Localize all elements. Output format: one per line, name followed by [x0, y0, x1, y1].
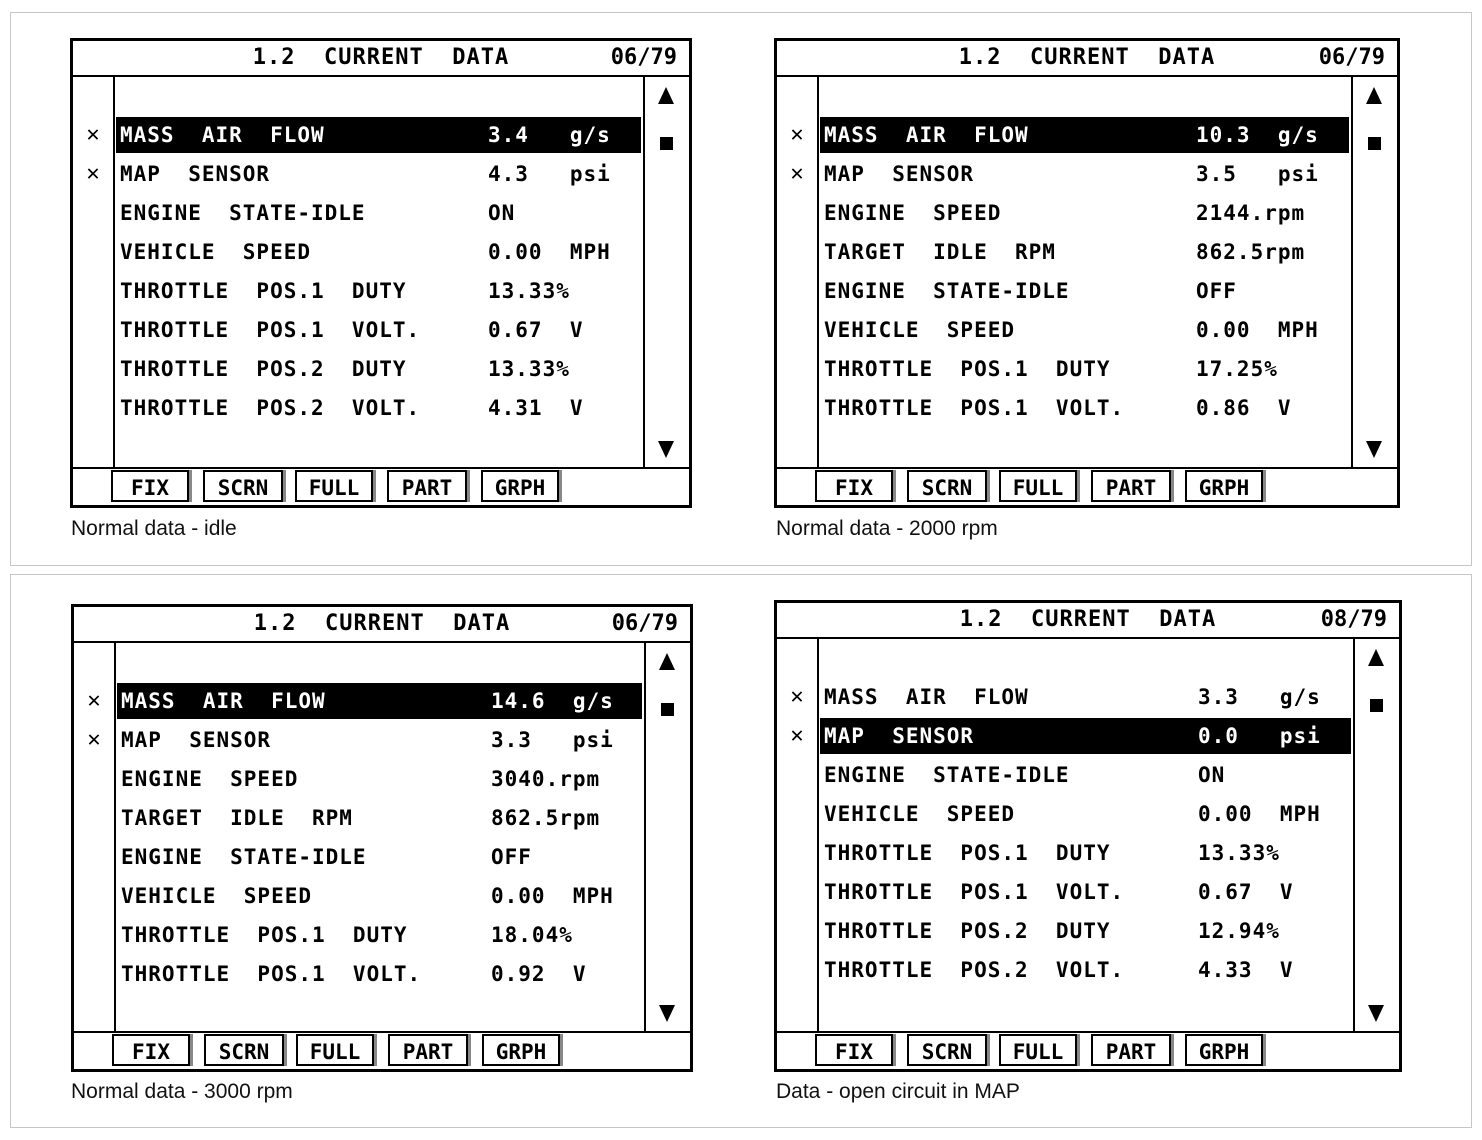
list-left-border [113, 75, 115, 467]
parameter-value: 13.33% [488, 357, 570, 381]
data-row[interactable] [117, 722, 642, 758]
parameter-name: VEHICLE SPEED [824, 318, 1016, 342]
row-marker-icon [777, 757, 817, 793]
parameter-value: OFF [491, 845, 532, 869]
screen-caption: Data - open circuit in MAP [776, 1080, 1020, 1103]
row-marker-icon [777, 351, 817, 387]
row-marker-icon [74, 800, 114, 836]
parameter-name: THROTTLE POS.1 VOLT. [120, 318, 421, 342]
parameter-name: ENGINE SPEED [824, 201, 1002, 225]
row-marker-icon [777, 835, 817, 871]
data-row[interactable] [820, 718, 1351, 754]
data-row[interactable] [820, 796, 1351, 832]
parameter-value: ON [488, 201, 516, 225]
data-row[interactable] [820, 874, 1351, 910]
softkey-part-button[interactable]: PART [1091, 470, 1171, 502]
softkey-grph-button[interactable]: GRPH [482, 1034, 560, 1066]
scroll-down-arrow-icon[interactable] [658, 441, 674, 458]
parameter-value: 3.4 g/s [488, 123, 611, 147]
parameter-value: 4.3 psi [488, 162, 611, 186]
data-row[interactable] [116, 234, 641, 270]
parameter-name: THROTTLE POS.1 VOLT. [824, 880, 1125, 904]
data-row[interactable] [820, 913, 1351, 949]
scrollbar-border [643, 75, 645, 467]
data-row[interactable] [116, 351, 641, 387]
parameter-value: 3.3 g/s [1198, 685, 1321, 709]
page-counter: 06/79 [610, 45, 677, 70]
scroll-position-icon [661, 703, 674, 716]
data-row[interactable] [820, 273, 1349, 309]
row-marker-icon [73, 234, 113, 270]
data-row[interactable] [820, 117, 1349, 153]
softkey-bar-border [777, 467, 1397, 469]
parameter-name: ENGINE STATE-IDLE [120, 201, 366, 225]
data-row[interactable] [820, 757, 1351, 793]
row-marker-icon [777, 874, 817, 910]
parameter-name: ENGINE STATE-IDLE [824, 279, 1070, 303]
parameter-name: MASS AIR FLOW [824, 685, 1029, 709]
parameter-value: 3.3 psi [491, 728, 614, 752]
scan-tool-screen [71, 604, 693, 1072]
softkey-fix-button[interactable]: FIX [112, 1034, 190, 1066]
softkey-scrn-button[interactable]: SCRN [203, 470, 283, 502]
softkey-part-button[interactable]: PART [1091, 1034, 1171, 1066]
parameter-value: 17.25% [1196, 357, 1278, 381]
screen-header [777, 41, 1397, 77]
softkey-grph-button[interactable]: GRPH [481, 470, 559, 502]
screen-caption: Normal data - idle [71, 517, 237, 540]
row-marker-icon [777, 273, 817, 309]
parameter-value: 0.92 V [491, 962, 587, 986]
parameter-name: MAP SENSOR [121, 728, 272, 752]
screen-title: 1.2 CURRENT DATA [959, 607, 1217, 632]
screen-header [73, 41, 689, 77]
screen-caption: Normal data - 3000 rpm [71, 1080, 293, 1103]
parameter-value: 2144.rpm [1196, 201, 1306, 225]
parameter-value: 0.0 psi [1198, 724, 1321, 748]
page-counter: 06/79 [1318, 45, 1385, 70]
parameter-value: 14.6 g/s [491, 689, 614, 713]
parameter-name: THROTTLE POS.1 VOLT. [121, 962, 422, 986]
row-marker-icon [73, 312, 113, 348]
parameter-name: MAP SENSOR [120, 162, 271, 186]
softkey-scrn-button[interactable]: SCRN [907, 1034, 987, 1066]
parameter-value: 0.00 MPH [491, 884, 614, 908]
parameter-value: 12.94% [1198, 919, 1280, 943]
parameter-name: VEHICLE SPEED [120, 240, 312, 264]
parameter-name: THROTTLE POS.2 VOLT. [120, 396, 421, 420]
parameter-name: THROTTLE POS.1 DUTY [121, 923, 408, 947]
row-marker-icon: ✕ [790, 161, 804, 186]
scroll-down-arrow-icon[interactable] [1366, 441, 1382, 458]
parameter-value: 18.04% [491, 923, 573, 947]
data-row[interactable] [117, 761, 642, 797]
parameter-value: 0.00 MPH [488, 240, 611, 264]
parameter-value: 4.33 V [1198, 958, 1294, 982]
parameter-name: THROTTLE POS.2 DUTY [120, 357, 407, 381]
row-marker-icon [777, 913, 817, 949]
row-marker-icon [74, 956, 114, 992]
parameter-value: 13.33% [488, 279, 570, 303]
data-row[interactable] [116, 156, 641, 192]
softkey-part-button[interactable]: PART [388, 1034, 468, 1066]
parameter-name: TARGET IDLE RPM [824, 240, 1056, 264]
scan-tool-screen [774, 600, 1402, 1072]
data-row[interactable] [820, 312, 1349, 348]
parameter-name: MASS AIR FLOW [824, 123, 1029, 147]
scroll-position-icon [1370, 699, 1383, 712]
scan-tool-screen [70, 38, 692, 508]
parameter-value: 862.5rpm [1196, 240, 1306, 264]
parameter-name: ENGINE STATE-IDLE [121, 845, 367, 869]
data-row[interactable] [117, 683, 642, 719]
parameter-value: 0.00 MPH [1198, 802, 1321, 826]
softkey-fix-button[interactable]: FIX [815, 1034, 893, 1066]
data-row[interactable] [116, 312, 641, 348]
screen-title: 1.2 CURRENT DATA [958, 45, 1216, 70]
row-marker-icon [73, 351, 113, 387]
data-row[interactable] [820, 679, 1351, 715]
data-row[interactable] [820, 952, 1351, 988]
parameter-name: THROTTLE POS.1 DUTY [120, 279, 407, 303]
parameter-name: MASS AIR FLOW [120, 123, 325, 147]
parameter-value: 4.31 V [488, 396, 584, 420]
parameter-value: 862.5rpm [491, 806, 601, 830]
softkey-bar-border [777, 1031, 1399, 1033]
row-marker-icon [73, 273, 113, 309]
data-row[interactable] [116, 195, 641, 231]
softkey-part-button[interactable]: PART [387, 470, 467, 502]
row-marker-icon [777, 195, 817, 231]
scroll-position-icon [1368, 137, 1381, 150]
scroll-up-arrow-icon[interactable] [1366, 87, 1382, 104]
screen-header [777, 603, 1399, 639]
parameter-value: OFF [1196, 279, 1237, 303]
softkey-full-button[interactable]: FULL [999, 1034, 1077, 1066]
scroll-position-icon [660, 137, 673, 150]
parameter-name: ENGINE STATE-IDLE [824, 763, 1070, 787]
screen-title: 1.2 CURRENT DATA [253, 611, 511, 636]
scroll-up-arrow-icon[interactable] [1368, 649, 1384, 666]
row-marker-icon [74, 761, 114, 797]
softkey-grph-button[interactable]: GRPH [1185, 1034, 1263, 1066]
softkey-full-button[interactable]: FULL [999, 470, 1077, 502]
row-marker-icon [74, 878, 114, 914]
parameter-value: 3.5 psi [1196, 162, 1319, 186]
scrollbar-border [1353, 637, 1355, 1031]
parameter-value: 0.67 V [488, 318, 584, 342]
data-row[interactable] [117, 878, 642, 914]
list-left-border [817, 75, 819, 467]
list-left-border [114, 641, 116, 1031]
data-row[interactable] [820, 234, 1349, 270]
scrollbar-border [644, 641, 646, 1031]
row-marker-icon [777, 390, 817, 426]
screen-caption: Normal data - 2000 rpm [776, 517, 998, 540]
parameter-name: MAP SENSOR [824, 162, 975, 186]
parameter-name: THROTTLE POS.1 VOLT. [824, 396, 1125, 420]
data-row[interactable] [117, 917, 642, 953]
parameter-name: MASS AIR FLOW [121, 689, 326, 713]
scroll-down-arrow-icon[interactable] [659, 1005, 675, 1022]
row-marker-icon [73, 390, 113, 426]
softkey-fix-button[interactable]: FIX [815, 470, 893, 502]
parameter-value: 13.33% [1198, 841, 1280, 865]
data-row[interactable] [117, 839, 642, 875]
row-marker-icon [777, 312, 817, 348]
data-row[interactable] [820, 835, 1351, 871]
row-marker-icon [73, 195, 113, 231]
row-marker-icon [74, 839, 114, 875]
parameter-value: 3040.rpm [491, 767, 601, 791]
page-counter: 06/79 [611, 611, 678, 636]
row-marker-icon: ✕ [790, 122, 804, 147]
data-row[interactable] [116, 273, 641, 309]
screen-header [74, 607, 690, 643]
data-row[interactable] [117, 800, 642, 836]
data-row[interactable] [116, 117, 641, 153]
data-row[interactable] [820, 195, 1349, 231]
parameter-name: TARGET IDLE RPM [121, 806, 353, 830]
data-row[interactable] [820, 156, 1349, 192]
data-row[interactable] [117, 956, 642, 992]
parameter-value: 0.00 MPH [1196, 318, 1319, 342]
parameter-value: 0.86 V [1196, 396, 1292, 420]
row-marker-icon: ✕ [790, 684, 804, 709]
screen-title: 1.2 CURRENT DATA [252, 45, 510, 70]
parameter-name: THROTTLE POS.1 DUTY [824, 841, 1111, 865]
page-counter: 08/79 [1320, 607, 1387, 632]
parameter-value: ON [1198, 763, 1226, 787]
row-marker-icon [777, 796, 817, 832]
row-marker-icon: ✕ [86, 122, 100, 147]
parameter-name: ENGINE SPEED [121, 767, 299, 791]
softkey-fix-button[interactable]: FIX [111, 470, 189, 502]
parameter-name: THROTTLE POS.2 VOLT. [824, 958, 1125, 982]
softkey-full-button[interactable]: FULL [296, 1034, 374, 1066]
parameter-name: MAP SENSOR [824, 724, 975, 748]
scroll-down-arrow-icon[interactable] [1368, 1005, 1384, 1022]
softkey-bar-border [73, 467, 689, 469]
row-marker-icon [74, 917, 114, 953]
parameter-name: VEHICLE SPEED [824, 802, 1016, 826]
parameter-name: VEHICLE SPEED [121, 884, 313, 908]
softkey-scrn-button[interactable]: SCRN [907, 470, 987, 502]
parameter-name: THROTTLE POS.1 DUTY [824, 357, 1111, 381]
scrollbar-border [1351, 75, 1353, 467]
softkey-grph-button[interactable]: GRPH [1185, 470, 1263, 502]
data-row[interactable] [820, 390, 1349, 426]
parameter-value: 10.3 g/s [1196, 123, 1319, 147]
scroll-up-arrow-icon[interactable] [659, 653, 675, 670]
row-marker-icon [777, 234, 817, 270]
row-marker-icon: ✕ [87, 727, 101, 752]
row-marker-icon: ✕ [87, 688, 101, 713]
parameter-name: THROTTLE POS.2 DUTY [824, 919, 1111, 943]
row-marker-icon: ✕ [790, 723, 804, 748]
scan-tool-screen [774, 38, 1400, 508]
softkey-full-button[interactable]: FULL [295, 470, 373, 502]
list-left-border [817, 637, 819, 1031]
parameter-value: 0.67 V [1198, 880, 1294, 904]
scroll-up-arrow-icon[interactable] [658, 87, 674, 104]
row-marker-icon [777, 952, 817, 988]
softkey-scrn-button[interactable]: SCRN [204, 1034, 284, 1066]
data-row[interactable] [820, 351, 1349, 387]
softkey-bar-border [74, 1031, 690, 1033]
row-marker-icon: ✕ [86, 161, 100, 186]
data-row[interactable] [116, 390, 641, 426]
